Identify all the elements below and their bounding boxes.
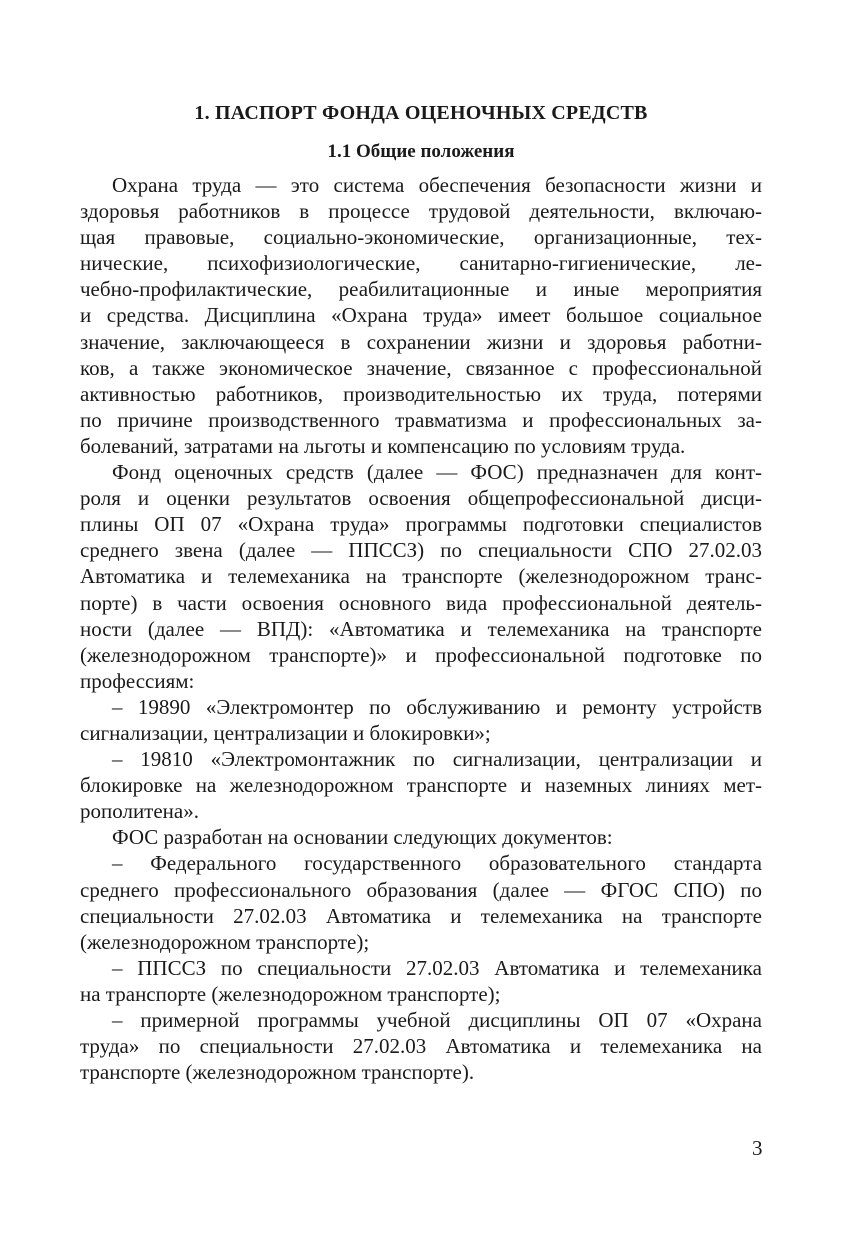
document-page (80, 100, 762, 1085)
text-line: плины ОП 07 «Охрана труда» программы подготовки специалистов (80, 512, 762, 537)
paragraph (80, 955, 762, 1007)
text-line: на транспорте (железнодорожном транспорте); (80, 981, 501, 1006)
text-line: болеваний, затратами на льготы и компенсацию по условиям труда. (80, 433, 686, 458)
text-line: – примерной программы учебной дисциплины ОП 07 «Охрана (112, 1008, 762, 1032)
text-line: блокировке на железнодорожном транспорте и наземных линиях мет- (80, 773, 762, 798)
text-line: труда» по специальности 27.02.03 Автоматика и телемеханика на (80, 1034, 762, 1059)
paragraph (80, 459, 762, 694)
paragraph (80, 824, 762, 850)
text-line: и средства. Дисциплина «Охрана труда» имеет большое социальное (80, 303, 762, 328)
text-line: профессиям: (80, 668, 195, 693)
text-line: – 19810 «Электромонтажник по сигнализации, централизации и (112, 747, 762, 772)
text-line: по причине производственного травматизма и профессиональных за- (80, 407, 762, 432)
section-title: 1. ПАСПОРТ ФОНДА ОЦЕНОЧНЫХ СРЕДСТВ (194, 102, 648, 124)
text-line: среднего профессионального образования (далее — ФГОС СПО) по (80, 877, 762, 902)
text-line: рополитена». (80, 799, 199, 824)
text-line: роля и оценки результатов освоения общепрофессиональной дисци- (80, 486, 762, 511)
text-line: активностью работников, производительностью их труда, потерями (80, 381, 762, 406)
subsection-title: 1.1 Общие положения (327, 141, 515, 162)
text-line: – ППССЗ по специальности 27.02.03 Автоматика и телемеханика (112, 955, 762, 980)
page-number: 3 (752, 1136, 763, 1160)
text-line: – Федерального государственного образовательного стандарта (112, 851, 762, 876)
paragraph (80, 172, 762, 459)
text-line: (железнодорожном транспорте); (80, 929, 370, 954)
text-line: транспорте (железнодорожном транспорте). (80, 1060, 475, 1085)
text-line: здоровья работников в процессе трудовой деятельности, включаю- (80, 199, 762, 224)
text-line: среднего звена (далее — ППССЗ) по специальности СПО 27.02.03 (80, 538, 762, 563)
paragraph (80, 746, 762, 824)
text-line: Автоматика и телемеханика на транспорте (железнодорожном транс- (80, 564, 762, 589)
paragraph (80, 1007, 762, 1085)
text-line: Фонд оценочных средств (далее — ФОС) предназначен для конт- (112, 460, 762, 485)
body-text (80, 172, 762, 1085)
text-line: сигнализации, централизации и блокировки»; (80, 720, 491, 745)
text-line: – 19890 «Электромонтер по обслуживанию и ремонту устройств (112, 694, 762, 719)
text-line: специальности 27.02.03 Автоматика и телемеханика на транспорте (80, 903, 762, 928)
text-line: ФОС разработан на основании следующих документов: (112, 825, 613, 850)
text-line: Охрана труда — это система обеспечения безопасности жизни и (112, 173, 762, 197)
text-line: порте) в части освоения основного вида профессиональной деятель- (80, 590, 762, 615)
text-line: (железнодорожном транспорте)» и профессиональной подготовке по (80, 642, 762, 667)
text-line: значение, заключающееся в сохранении жизни и здоровья работни- (80, 329, 762, 354)
text-line: ности (далее — ВПД): «Автоматика и телемеханика на транспорте (80, 616, 762, 641)
text-line: чебно-профилактические, реабилитационные и иные мероприятия (80, 277, 762, 302)
text-line: щая правовые, социально-экономические, организационные, тех- (80, 225, 762, 250)
text-line: нические, психофизиологические, санитарно-гигиенические, ле- (80, 251, 762, 276)
paragraph (80, 694, 762, 746)
paragraph (80, 850, 762, 954)
text-line: ков, а также экономическое значение, связанное с профессиональной (80, 355, 762, 380)
